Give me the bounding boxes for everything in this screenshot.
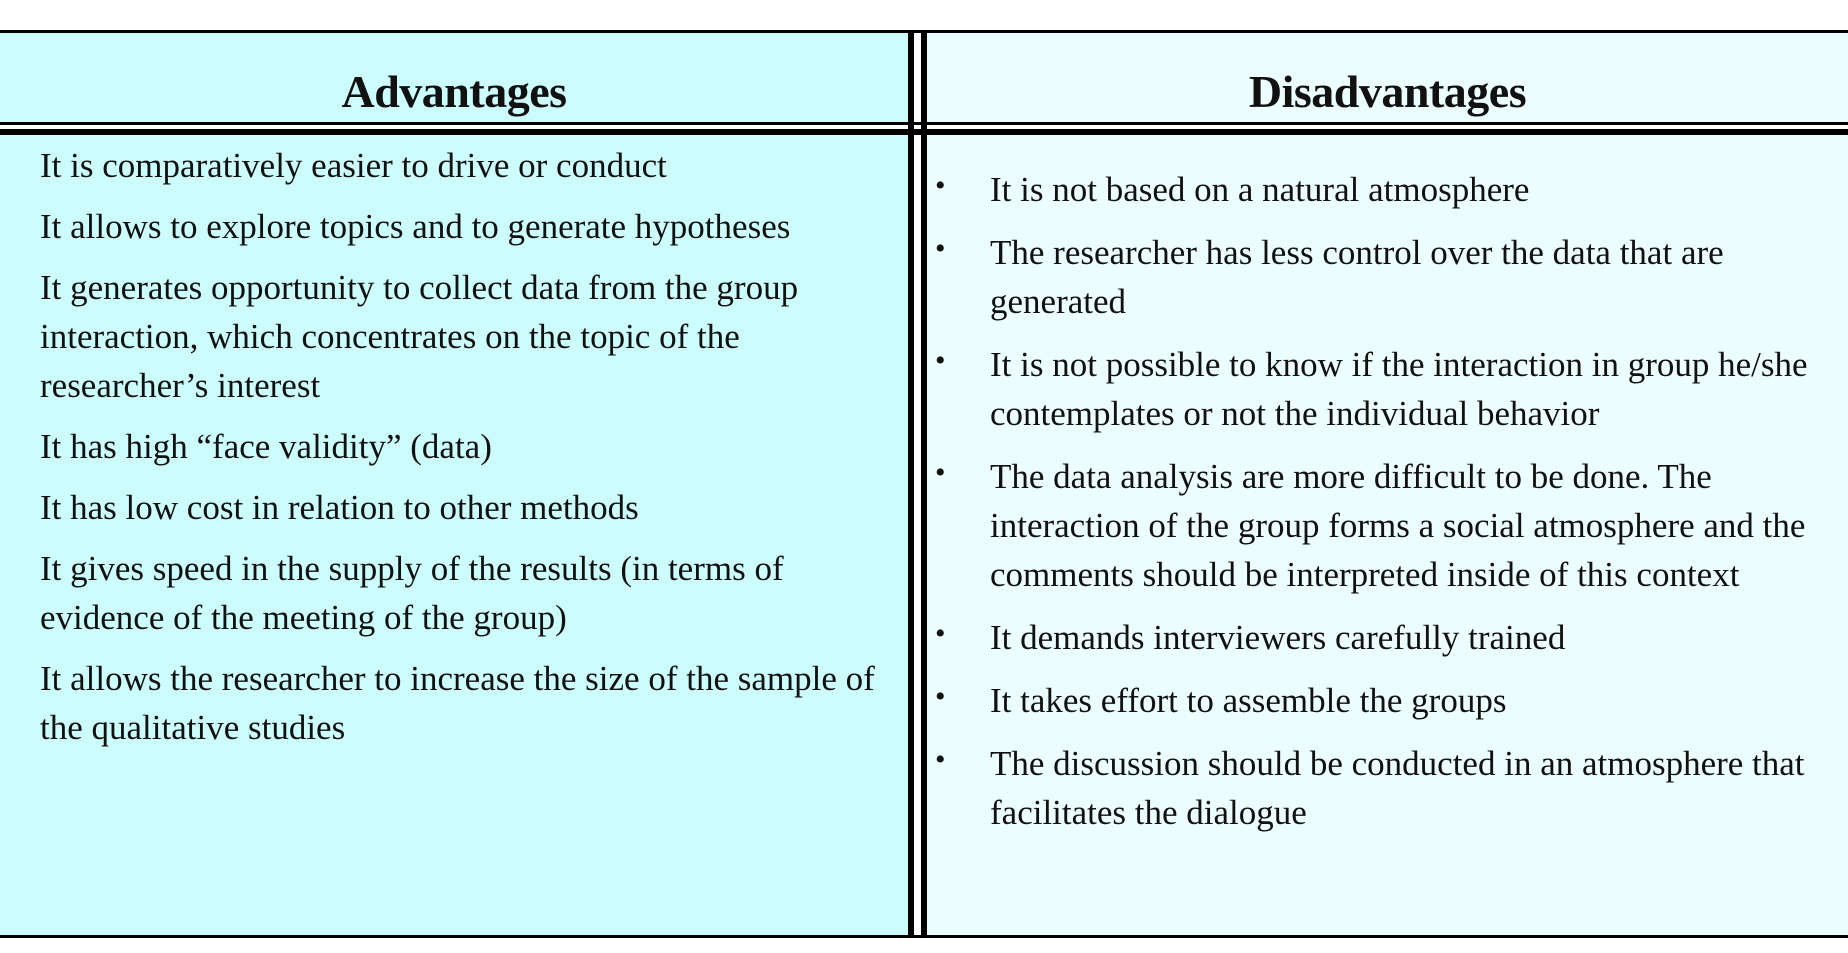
advantages-list: [40, 141, 905, 764]
list-item: [935, 340, 1825, 438]
column-divider-left: [908, 30, 914, 938]
bullet-icon: •: [935, 743, 946, 776]
list-item-text: It is not based on a natural atmosphere: [990, 170, 1530, 209]
list-item-text: The researcher has less control over the data that are generated: [990, 233, 1724, 321]
list-item: It generates opportunity to collect data from the group interaction, which concentrates on the topic of the researcher’s interest: [40, 268, 799, 405]
list-item-text: The data analysis are more difficult to be done. The interaction of the group forms a social atmosphere and the comments should be interpreted inside of this context: [990, 457, 1806, 594]
bullet-icon: •: [935, 617, 946, 650]
column-divider-right: [921, 30, 927, 938]
bullet-icon: •: [935, 232, 946, 265]
list-item: [935, 739, 1825, 837]
list-item: It gives speed in the supply of the results (in terms of evidence of the meeting of the group): [40, 549, 784, 637]
disadvantages-heading: Disadvantages: [1248, 66, 1527, 117]
list-item: It is comparatively easier to drive or conduct: [40, 146, 667, 185]
bullet-icon: •: [935, 456, 946, 489]
disadvantages-list: [935, 165, 1825, 851]
list-item-text: It is not possible to know if the interaction in group he/she contemplates or not the individual behavior: [990, 345, 1808, 433]
list-item: [935, 165, 1825, 214]
list-item: [935, 452, 1825, 599]
bullet-icon: •: [935, 680, 946, 713]
list-item: [935, 613, 1825, 662]
list-item-text: It demands interviewers carefully trained: [990, 618, 1566, 657]
list-item: It has low cost in relation to other methods: [40, 488, 639, 527]
list-item: It allows to explore topics and to generate hypotheses: [40, 207, 791, 246]
list-item-text: It takes effort to assemble the groups: [990, 681, 1507, 720]
list-item: It allows the researcher to increase the size of the sample of the qualitative studies: [40, 659, 875, 747]
advantages-heading: Advantages: [341, 66, 567, 117]
list-item: [935, 676, 1825, 725]
bullet-icon: •: [935, 169, 946, 202]
list-item-text: The discussion should be conducted in an atmosphere that facilitates the dialogue: [990, 744, 1805, 832]
bullet-icon: •: [935, 344, 946, 377]
list-item: [935, 228, 1825, 326]
list-item: It has high “face validity” (data): [40, 427, 492, 466]
